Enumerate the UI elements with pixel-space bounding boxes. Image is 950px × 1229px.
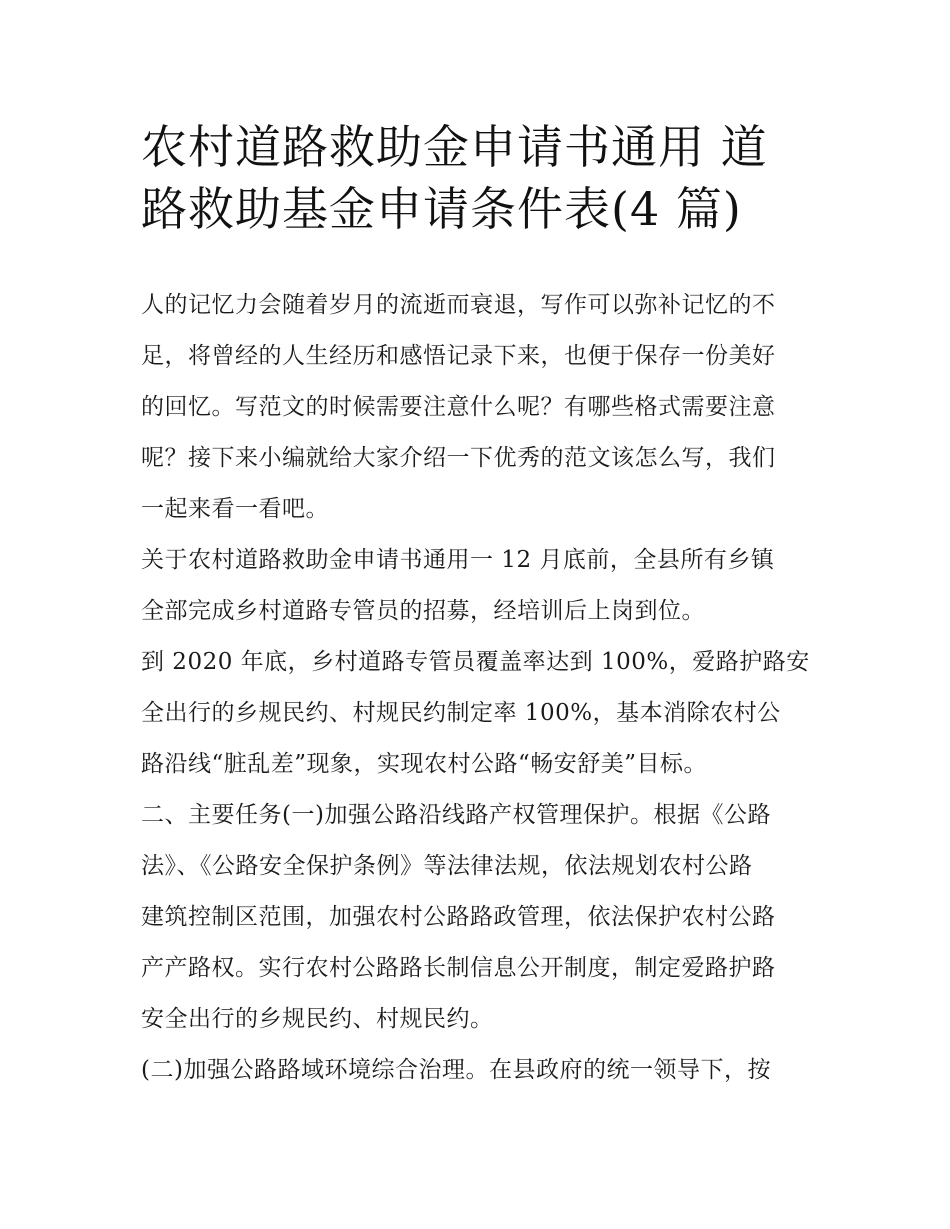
document-title: 农村道路救助金申请书通用 道 路救助基金申请条件表(4 篇) [141, 120, 768, 236]
paragraph-environment: (二)加强公路路域环境综合治理。在县政府的统一领导下，按 [141, 1057, 771, 1083]
paragraph-intro: 人的记忆力会随着岁月的流逝而衰退，写作可以弥补记忆的不 足，将曾经的人生经历和感悟记录下来，也便于保存一份美好 的回忆。写范文的时候需要注意什么呢？有哪些格式需要注意 呢？接下来小编就给大家介绍一下优秀的范文该怎么写，我们 一起来看一看吧。 [141, 292, 776, 522]
paragraph-main-tasks: 二、主要任务(一)加强公路沿线路产权管理保护。根据《公路 法》、《公路安全保护条例》等法律法规，依法规划农村公路 建筑控制区范围，加强农村公路路政管理，依法保护农村公路 产产路权。实行农村公路路长制信息公开制度，制定爱路护路 安全出行的乡规民约、村规民约。 [141, 802, 776, 1032]
document-body [141, 280, 821, 1096]
paragraph-targets: 到 2020 年底，乡村道路专管员覆盖率达到 100%，爱路护路安 全出行的乡规民约、村规民约制定率 100%，基本消除农村公 路沿线“脏乱差”现象，实现农村公路“畅安舒美”目标。 [141, 649, 810, 777]
paragraph-recruitment: 关于农村道路救助金申请书通用一 12 月底前，全县所有乡镇 全部完成乡村道路专管员的招募，经培训后上岗到位。 [141, 547, 775, 624]
